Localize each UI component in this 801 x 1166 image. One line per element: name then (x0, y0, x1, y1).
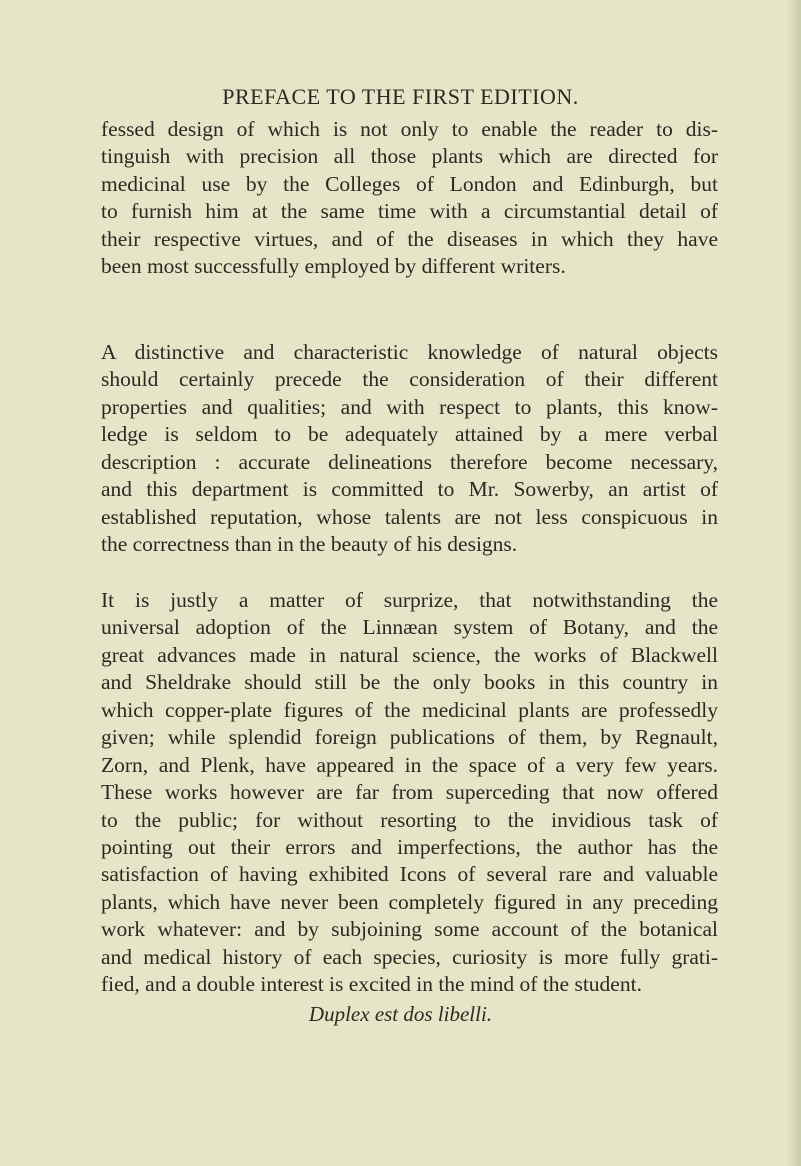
text-line: should certainly precede the consideration of their different (101, 367, 718, 392)
text-line: their respective virtues, and of the diseases in which they have (101, 226, 718, 251)
latin-motto: Duplex est dos libelli. (308, 1002, 493, 1026)
text-line: universal adoption of the Linnæan system of Botany, and the (101, 615, 718, 640)
text-line: tinguish with precision all those plants which are directed for (101, 144, 718, 169)
text-line: to furnish him at the same time with a circumstantial detail of (101, 199, 718, 224)
text-line: the correctness than in the beauty of his designs. (101, 532, 518, 557)
page-edge-shadow (787, 0, 801, 1166)
text-line: to the public; for without resorting to the invidious task of (101, 807, 718, 832)
text-line: medicinal use by the Colleges of London and Edinburgh, but (101, 171, 718, 196)
text-line: These works however are far from superceding that now offered (101, 780, 718, 805)
text-line: given; while splendid foreign publications of them, by Regnault, (101, 725, 718, 750)
text-line: and this department is committed to Mr. Sowerby, an artist of (101, 477, 718, 502)
text-line: Zorn, and Plenk, have appeared in the space of a very few years. (101, 752, 718, 777)
text-line: pointing out their errors and imperfections, the author has the (101, 834, 718, 859)
text-line: properties and qualities; and with respect to plants, this know- (101, 394, 718, 419)
text-line: great advances made in natural science, the works of Blackwell (101, 642, 718, 667)
text-line: and Sheldrake should still be the only books in this country in (101, 670, 718, 695)
text-line: fied, and a double interest is excited in the mind of the student. (101, 972, 642, 997)
text-line: which copper-plate figures of the medicinal plants are professedly (101, 697, 718, 722)
text-line: It is justly a matter of surprize, that notwithstanding the (101, 588, 718, 612)
text-line: fessed design of which is not only to enable the reader to dis- (101, 117, 718, 141)
paragraph-1 (101, 116, 718, 281)
page-title: PREFACE TO THE FIRST EDITION. (222, 84, 579, 109)
text-line: ledge is seldom to be adequately attained by a mere verbal (101, 422, 718, 447)
text-line: plants, which have never been completely figured in any preceding (101, 889, 718, 914)
text-line: A distinctive and characteristic knowledge of natural objects (101, 340, 718, 364)
text-line: been most successfully employed by different writers. (101, 254, 566, 279)
paragraph-3 (101, 587, 718, 999)
text-line: description : accurate delineations therefore become necessary, (101, 449, 718, 474)
text-line: work whatever: and by subjoining some account of the botanical (101, 917, 718, 942)
paragraph-2 (101, 339, 718, 559)
text-line: established reputation, whose talents are not less conspicuous in (101, 504, 718, 529)
text-line: satisfaction of having exhibited Icons of several rare and valuable (101, 862, 718, 887)
text-line: and medical history of each species, curiosity is more fully grati- (101, 944, 718, 969)
